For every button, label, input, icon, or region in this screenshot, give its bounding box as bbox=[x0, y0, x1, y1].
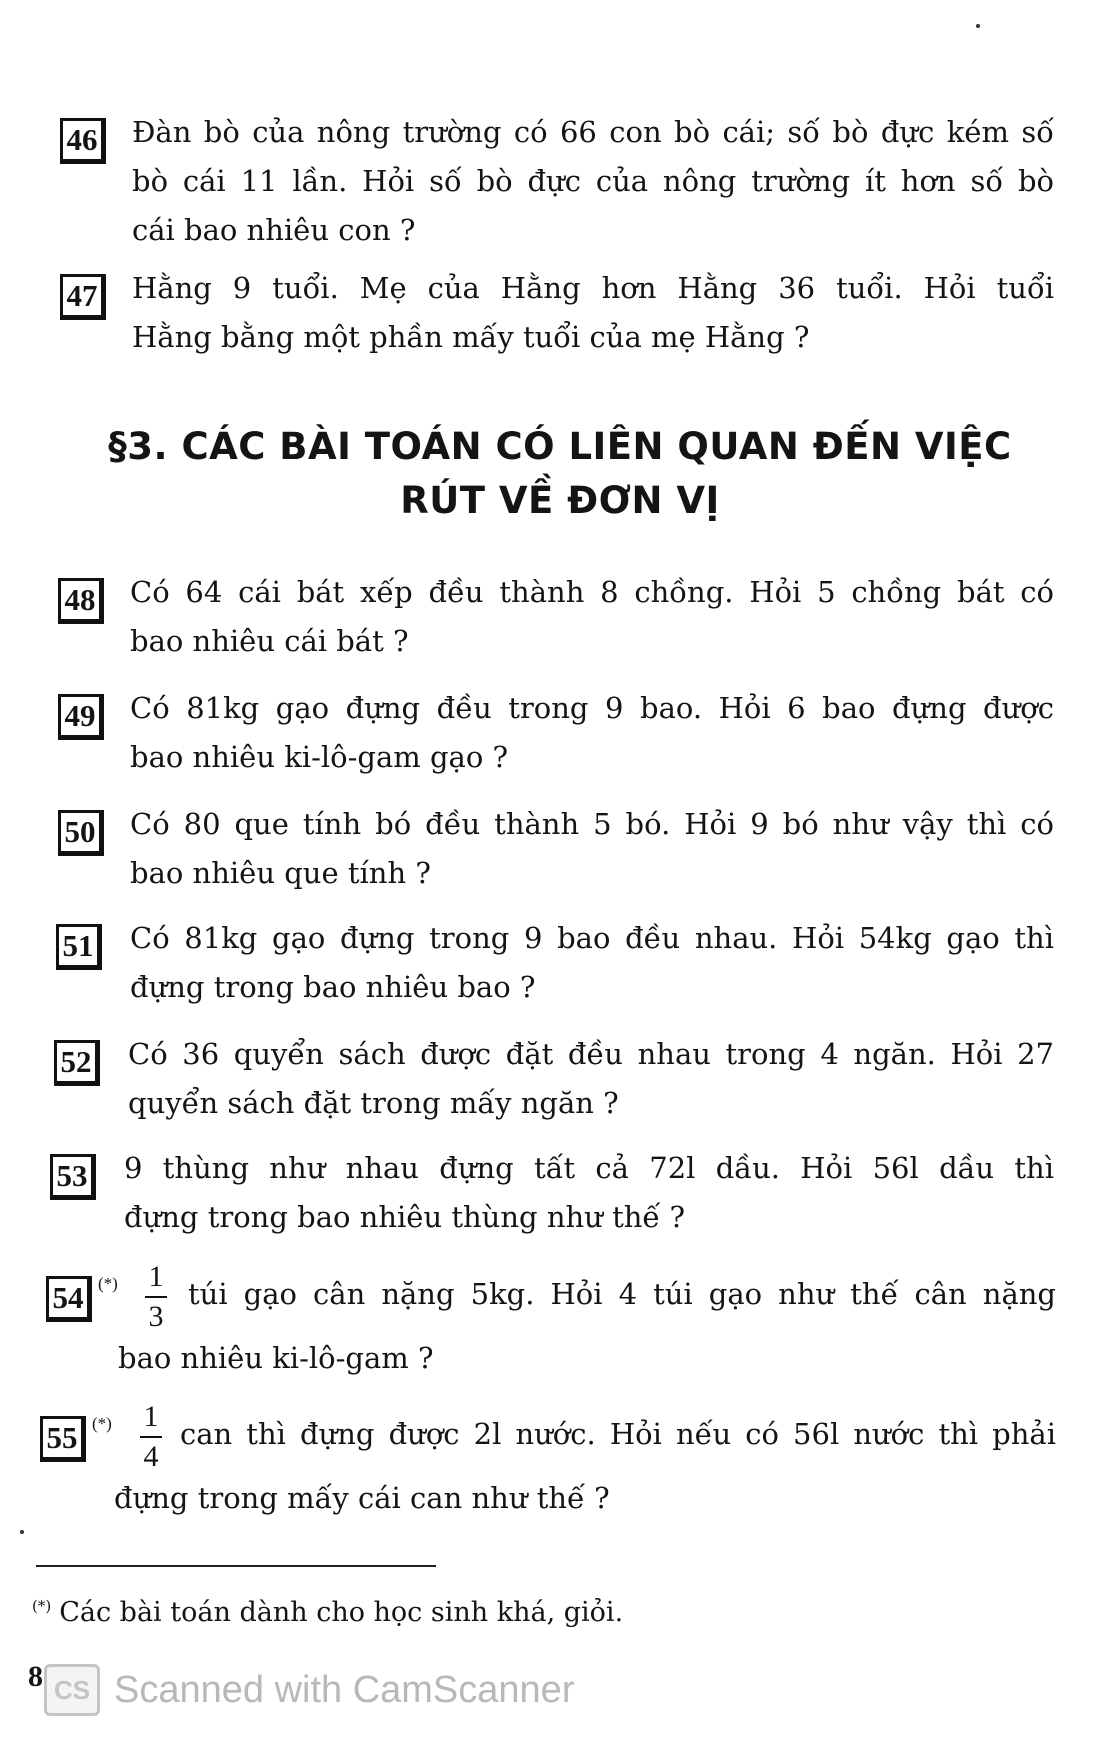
text-line: bao nhiêu cái bát ? bbox=[130, 624, 409, 658]
problem-number-box: 47 bbox=[60, 274, 106, 320]
text-line: Có 81kg gạo đựng đều trong 9 bao. Hỏi 6 bao đựng được bbox=[130, 691, 1054, 725]
footnote bbox=[32, 1588, 623, 1631]
footnote-mark: (*) bbox=[32, 1597, 52, 1615]
text-line: Có 81kg gạo đựng trong 9 bao đều nhau. Hỏi 54kg gạo thì bbox=[130, 921, 1054, 955]
camscanner-watermark bbox=[44, 1664, 574, 1716]
text-line: Có 64 cái bát xếp đều thành 8 chồng. Hỏi 5 chồng bát có bbox=[130, 575, 1054, 609]
text-line: túi gạo cân nặng 5kg. Hỏi 4 túi gạo như thế cân nặng bbox=[188, 1277, 1056, 1311]
problem-number-box: 53 bbox=[50, 1154, 96, 1200]
fraction-numerator: 1 bbox=[143, 1400, 159, 1433]
footnote-rule bbox=[36, 1565, 436, 1567]
problem-number-box: 50 bbox=[58, 810, 104, 856]
camscanner-logo-icon: CS bbox=[44, 1664, 100, 1716]
heading-line-2: RÚT VỀ ĐƠN VỊ bbox=[400, 479, 720, 522]
problem-text bbox=[130, 568, 1054, 666]
problem-number-box: 52 bbox=[54, 1040, 100, 1086]
fraction-denominator: 3 bbox=[148, 1300, 164, 1333]
fraction-bar bbox=[145, 1296, 167, 1298]
text-line: đựng trong bao nhiêu thùng như thế ? bbox=[124, 1200, 686, 1234]
problem-text bbox=[188, 1270, 1056, 1319]
scan-speck bbox=[976, 24, 980, 28]
fraction-numerator: 1 bbox=[148, 1260, 164, 1293]
problem-number-box: 49 bbox=[58, 694, 104, 740]
text-line: quyển sách đặt trong mấy ngăn ? bbox=[128, 1086, 619, 1120]
heading-line-1: §3. CÁC BÀI TOÁN CÓ LIÊN QUAN ĐẾN VIỆC bbox=[108, 425, 1012, 468]
fraction-denominator: 4 bbox=[143, 1440, 159, 1473]
problem-text-continued bbox=[114, 1474, 1056, 1523]
text-line: Có 36 quyển sách được đặt đều nhau trong 4 ngăn. Hỏi 27 bbox=[128, 1037, 1054, 1071]
fraction-one-quarter bbox=[140, 1402, 162, 1472]
watermark-text: Scanned with CamScanner bbox=[114, 1668, 575, 1711]
text-line: 9 thùng như nhau đựng tất cả 72l dầu. Hỏi 56l dầu thì bbox=[124, 1151, 1054, 1185]
text-line: can thì đựng được 2l nước. Hỏi nếu có 56l nước thì phải bbox=[180, 1417, 1056, 1451]
footnote-text: Các bài toán dành cho học sinh khá, giỏi. bbox=[59, 1597, 624, 1628]
text-line: Hằng bằng một phần mấy tuổi của mẹ Hằng ? bbox=[132, 320, 810, 354]
problem-number-box: 48 bbox=[58, 578, 104, 624]
problem-number-box: 46 bbox=[60, 118, 106, 164]
problem-number-box: 54 bbox=[46, 1276, 92, 1322]
problem-text bbox=[132, 264, 1054, 362]
text-line: bao nhiêu ki-lô-gam ? bbox=[118, 1341, 434, 1375]
scan-speck bbox=[20, 1530, 24, 1534]
star-mark: (*) bbox=[92, 1414, 112, 1433]
problem-text bbox=[130, 914, 1054, 1012]
page-number: 8 bbox=[28, 1660, 43, 1693]
problem-text bbox=[180, 1410, 1056, 1459]
problem-text bbox=[124, 1144, 1054, 1242]
text-line: đựng trong mấy cái can như thế ? bbox=[114, 1481, 610, 1515]
fraction-one-third bbox=[145, 1262, 167, 1332]
text-line: cái bao nhiêu con ? bbox=[132, 213, 416, 247]
text-line: bò cái 11 lần. Hỏi số bò đực của nông trường ít hơn số bò bbox=[132, 164, 1054, 198]
problem-number-box: 55 bbox=[40, 1416, 86, 1462]
text-line: bao nhiêu que tính ? bbox=[130, 856, 431, 890]
text-line: Hằng 9 tuổi. Mẹ của Hằng hơn Hằng 36 tuổi. Hỏi tuổi bbox=[132, 271, 1054, 305]
problem-number-box: 51 bbox=[56, 924, 102, 970]
fraction-bar bbox=[140, 1436, 162, 1438]
problem-text bbox=[128, 1030, 1054, 1128]
problem-text bbox=[130, 684, 1054, 782]
problem-text-continued bbox=[118, 1334, 1056, 1383]
problem-text bbox=[132, 108, 1054, 255]
text-line: bao nhiêu ki-lô-gam gạo ? bbox=[130, 740, 509, 774]
text-line: Có 80 que tính bó đều thành 5 bó. Hỏi 9 bó như vậy thì có bbox=[130, 807, 1054, 841]
text-line: đựng trong bao nhiêu bao ? bbox=[130, 970, 536, 1004]
section-heading bbox=[0, 420, 1120, 528]
text-line: Đàn bò của nông trường có 66 con bò cái; số bò đực kém số bbox=[132, 115, 1054, 149]
star-mark: (*) bbox=[98, 1274, 118, 1293]
problem-text bbox=[130, 800, 1054, 898]
